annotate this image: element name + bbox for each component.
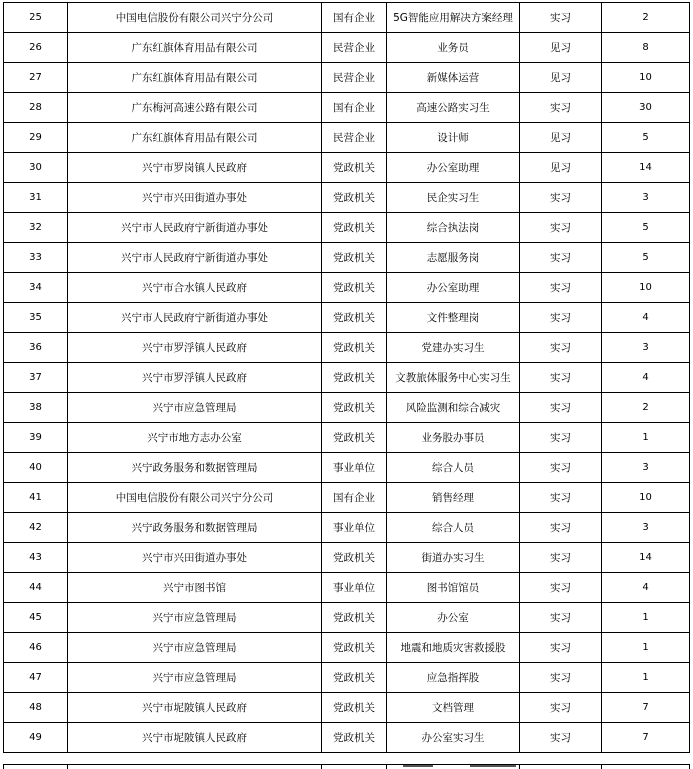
company-nature-cell: 党政机关 <box>322 273 387 303</box>
headcount-cell: 1 <box>602 663 690 693</box>
table-row <box>4 603 690 633</box>
company-name-cell: 兴宁市罗浮镇人民政府 <box>68 363 322 393</box>
company-nature-cell: 党政机关 <box>322 183 387 213</box>
table-row <box>4 723 690 753</box>
table-row <box>4 393 690 423</box>
row-number-cell: 38 <box>4 393 68 423</box>
company-name-cell: 兴宁市兴田街道办事处 <box>68 183 322 213</box>
row-number-cell: 35 <box>4 303 68 333</box>
headcount-cell: 10 <box>602 483 690 513</box>
headcount-cell: 2 <box>602 393 690 423</box>
placement-type-cell: 实习 <box>520 693 602 723</box>
placement-type-cell: 实习 <box>520 423 602 453</box>
position-name-cell: 志愿服务岗 <box>387 243 520 273</box>
row-number-cell: 32 <box>4 213 68 243</box>
table-row <box>4 453 690 483</box>
headcount-cell: 3 <box>602 333 690 363</box>
headcount-cell: 4 <box>602 363 690 393</box>
table-row <box>4 3 690 33</box>
position-name-cell: 办公室实习生 <box>387 723 520 753</box>
table-row <box>4 513 690 543</box>
row-number-cell: 28 <box>4 93 68 123</box>
placement-type-cell: 实习 <box>520 243 602 273</box>
company-nature-cell: 党政机关 <box>322 723 387 753</box>
position-name-cell: 文件整理岗 <box>387 303 520 333</box>
company-name-cell: 广东红旗体育用品有限公司 <box>68 63 322 93</box>
headcount-cell: 1 <box>602 603 690 633</box>
headcount-cell: 4 <box>602 573 690 603</box>
table-row <box>4 273 690 303</box>
company-nature-cell: 党政机关 <box>322 213 387 243</box>
company-nature-cell: 党政机关 <box>322 363 387 393</box>
company-nature-cell: 民营企业 <box>322 33 387 63</box>
headcount-cell: 5 <box>602 213 690 243</box>
position-name-cell: 街道办实习生 <box>387 543 520 573</box>
position-name-cell: 设计师 <box>387 123 520 153</box>
position-name-cell: 文档管理 <box>387 693 520 723</box>
company-name-cell: 广东红旗体育用品有限公司 <box>68 33 322 63</box>
company-name-cell: 兴宁市人民政府宁新街道办事处 <box>68 213 322 243</box>
placement-type-cell: 实习 <box>520 483 602 513</box>
company-nature-cell: 党政机关 <box>322 393 387 423</box>
internship-table <box>3 2 690 753</box>
headcount-cell: 2 <box>602 3 690 33</box>
row-number-cell: 37 <box>4 363 68 393</box>
company-name-cell: 兴宁市合水镇人民政府 <box>68 273 322 303</box>
placement-type-cell: 实习 <box>520 273 602 303</box>
row-number-cell: 29 <box>4 123 68 153</box>
company-name-cell: 兴宁市图书馆 <box>68 573 322 603</box>
row-number-cell: 44 <box>4 573 68 603</box>
placement-type-cell: 见习 <box>520 123 602 153</box>
table-row <box>4 333 690 363</box>
company-nature-cell: 国有企业 <box>322 3 387 33</box>
company-name-cell: 兴宁市兴田街道办事处 <box>68 543 322 573</box>
placement-type-cell: 见习 <box>520 153 602 183</box>
position-name-cell: 民企实习生 <box>387 183 520 213</box>
company-name-cell: 中国电信股份有限公司兴宁分公司 <box>68 483 322 513</box>
company-nature-cell: 党政机关 <box>322 543 387 573</box>
table-row <box>4 363 690 393</box>
company-name-cell: 广东梅河高速公路有限公司 <box>68 93 322 123</box>
company-nature-cell: 国有企业 <box>322 93 387 123</box>
position-name-cell: 地震和地质灾害救援股 <box>387 633 520 663</box>
row-number-cell: 42 <box>4 513 68 543</box>
row-number-cell: 33 <box>4 243 68 273</box>
placement-type-cell: 实习 <box>520 303 602 333</box>
table-row <box>4 33 690 63</box>
company-nature-cell: 民营企业 <box>322 123 387 153</box>
placement-type-cell: 实习 <box>520 363 602 393</box>
headcount-cell: 5 <box>602 123 690 153</box>
headcount-cell: 8 <box>602 33 690 63</box>
placement-type-cell: 实习 <box>520 453 602 483</box>
placement-type-cell: 见习 <box>520 33 602 63</box>
company-name-cell: 中国电信股份有限公司兴宁分公司 <box>68 3 322 33</box>
headcount-cell: 30 <box>602 93 690 123</box>
position-name-cell: 办公室助理 <box>387 273 520 303</box>
company-nature-cell: 事业单位 <box>322 453 387 483</box>
table-row <box>4 663 690 693</box>
company-name-cell: 兴宁市人民政府宁新街道办事处 <box>68 303 322 333</box>
table-row <box>4 303 690 333</box>
headcount-cell: 7 <box>602 723 690 753</box>
company-nature-cell: 国有企业 <box>322 483 387 513</box>
table-row <box>4 183 690 213</box>
placement-type-cell: 实习 <box>520 663 602 693</box>
placement-type-cell: 实习 <box>520 513 602 543</box>
company-name-cell: 兴宁市罗浮镇人民政府 <box>68 333 322 363</box>
table-row <box>4 633 690 663</box>
row-number-cell: 40 <box>4 453 68 483</box>
table-row <box>4 243 690 273</box>
table-row <box>4 543 690 573</box>
headcount-cell: 1 <box>602 423 690 453</box>
row-number-cell: 36 <box>4 333 68 363</box>
placement-type-cell: 实习 <box>520 723 602 753</box>
company-nature-cell: 党政机关 <box>322 303 387 333</box>
row-number-cell: 25 <box>4 3 68 33</box>
company-nature-cell: 党政机关 <box>322 603 387 633</box>
row-number-cell: 43 <box>4 543 68 573</box>
company-nature-cell: 事业单位 <box>322 513 387 543</box>
placement-type-cell: 实习 <box>520 333 602 363</box>
row-number-cell: 49 <box>4 723 68 753</box>
position-name-cell: 业务员 <box>387 33 520 63</box>
table-body <box>4 3 690 753</box>
row-number-cell: 47 <box>4 663 68 693</box>
row-number-cell: 45 <box>4 603 68 633</box>
row-number-cell: 27 <box>4 63 68 93</box>
position-name-cell: 5G智能应用解决方案经理 <box>387 3 520 33</box>
row-number-cell: 34 <box>4 273 68 303</box>
placement-type-cell: 实习 <box>520 573 602 603</box>
position-name-cell: 综合执法岗 <box>387 213 520 243</box>
company-name-cell: 兴宁市应急管理局 <box>68 603 322 633</box>
position-name-cell: 风险监测和综合减灾 <box>387 393 520 423</box>
position-name-cell: 综合人员 <box>387 513 520 543</box>
table-row <box>4 93 690 123</box>
company-name-cell: 兴宁市应急管理局 <box>68 633 322 663</box>
company-name-cell: 兴宁政务服务和数据管理局 <box>68 513 322 543</box>
headcount-cell: 4 <box>602 303 690 333</box>
company-name-cell: 兴宁市罗岗镇人民政府 <box>68 153 322 183</box>
row-number-cell: 30 <box>4 153 68 183</box>
company-nature-cell: 事业单位 <box>322 573 387 603</box>
company-name-cell: 广东红旗体育用品有限公司 <box>68 123 322 153</box>
table-row <box>4 693 690 723</box>
position-name-cell: 销售经理 <box>387 483 520 513</box>
placement-type-cell: 见习 <box>520 63 602 93</box>
company-nature-cell: 党政机关 <box>322 693 387 723</box>
position-name-cell: 图书馆馆员 <box>387 573 520 603</box>
table-row <box>4 213 690 243</box>
row-number-cell: 31 <box>4 183 68 213</box>
headcount-cell: 3 <box>602 513 690 543</box>
position-name-cell: 文教旅体服务中心实习生 <box>387 363 520 393</box>
headcount-cell: 1 <box>602 633 690 663</box>
headcount-cell: 7 <box>602 693 690 723</box>
table-row <box>4 123 690 153</box>
headcount-cell: 3 <box>602 183 690 213</box>
table-row <box>4 573 690 603</box>
company-nature-cell: 党政机关 <box>322 633 387 663</box>
placement-type-cell: 实习 <box>520 603 602 633</box>
placement-type-cell: 实习 <box>520 543 602 573</box>
headcount-cell: 14 <box>602 543 690 573</box>
company-name-cell: 兴宁政务服务和数据管理局 <box>68 453 322 483</box>
row-number-cell: 39 <box>4 423 68 453</box>
row-number-cell: 46 <box>4 633 68 663</box>
position-name-cell: 综合人员 <box>387 453 520 483</box>
placement-type-cell: 实习 <box>520 183 602 213</box>
table-row <box>4 153 690 183</box>
position-name-cell: 办公室助理 <box>387 153 520 183</box>
headcount-cell: 10 <box>602 63 690 93</box>
position-name-cell: 办公室 <box>387 603 520 633</box>
company-name-cell: 兴宁市坭陂镇人民政府 <box>68 693 322 723</box>
company-nature-cell: 党政机关 <box>322 333 387 363</box>
cut-off-next-row <box>0 764 693 769</box>
table-row <box>4 423 690 453</box>
table-row <box>4 483 690 513</box>
position-name-cell: 新媒体运营 <box>387 63 520 93</box>
company-nature-cell: 党政机关 <box>322 423 387 453</box>
placement-type-cell: 实习 <box>520 93 602 123</box>
row-number-cell: 41 <box>4 483 68 513</box>
position-name-cell: 高速公路实习生 <box>387 93 520 123</box>
company-name-cell: 兴宁市人民政府宁新街道办事处 <box>68 243 322 273</box>
placement-type-cell: 实习 <box>520 3 602 33</box>
placement-type-cell: 实习 <box>520 393 602 423</box>
placement-type-cell: 实习 <box>520 213 602 243</box>
placement-type-cell: 实习 <box>520 633 602 663</box>
row-number-cell: 48 <box>4 693 68 723</box>
table-row <box>4 63 690 93</box>
headcount-cell: 5 <box>602 243 690 273</box>
company-nature-cell: 民营企业 <box>322 63 387 93</box>
row-number-cell: 26 <box>4 33 68 63</box>
headcount-cell: 14 <box>602 153 690 183</box>
company-name-cell: 兴宁市地方志办公室 <box>68 423 322 453</box>
company-name-cell: 兴宁市应急管理局 <box>68 663 322 693</box>
company-name-cell: 兴宁市坭陂镇人民政府 <box>68 723 322 753</box>
position-name-cell: 党建办实习生 <box>387 333 520 363</box>
company-nature-cell: 党政机关 <box>322 243 387 273</box>
company-nature-cell: 党政机关 <box>322 663 387 693</box>
headcount-cell: 10 <box>602 273 690 303</box>
position-name-cell: 业务股办事员 <box>387 423 520 453</box>
headcount-cell: 3 <box>602 453 690 483</box>
company-nature-cell: 党政机关 <box>322 153 387 183</box>
company-name-cell: 兴宁市应急管理局 <box>68 393 322 423</box>
position-name-cell: 应急指挥股 <box>387 663 520 693</box>
